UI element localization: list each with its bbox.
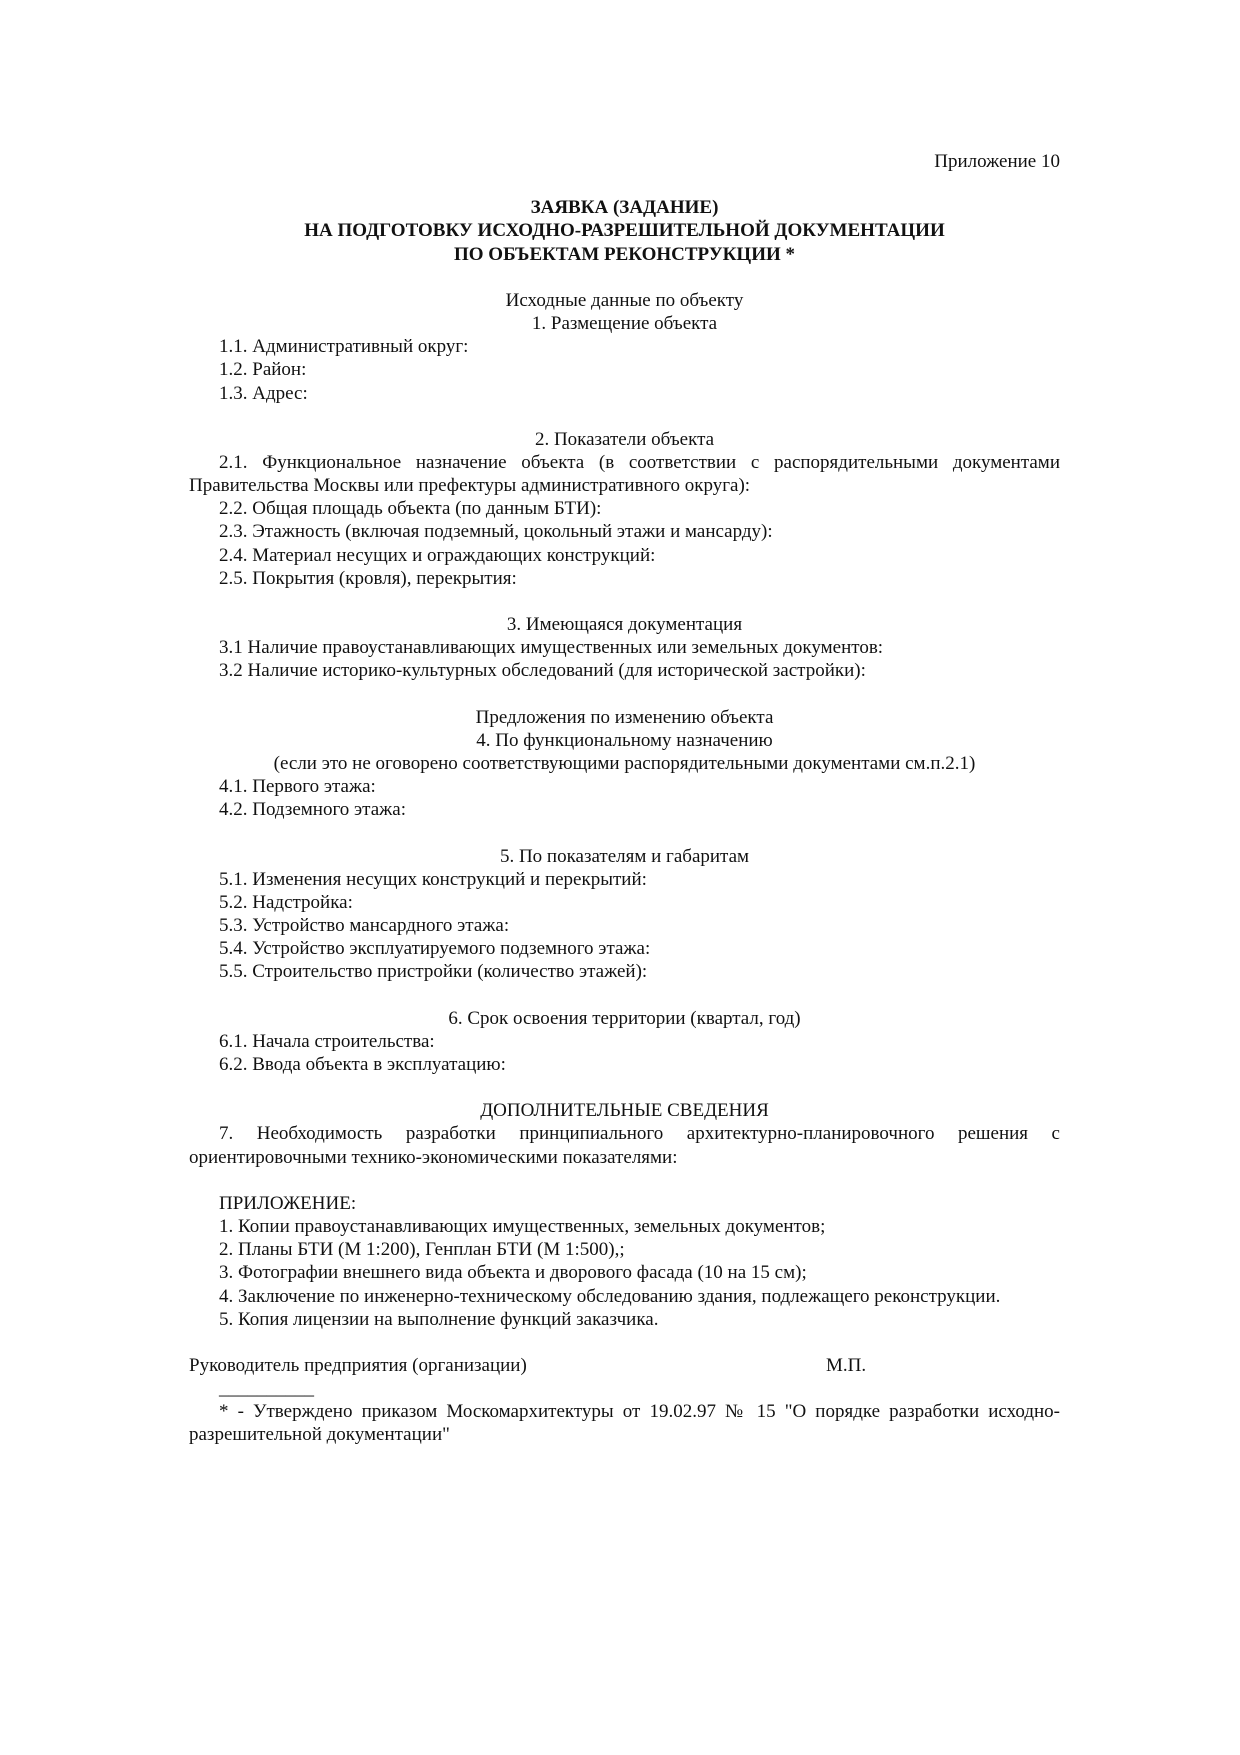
item-5-4: 5.4. Устройство эксплуатируемого подземного этажа:	[219, 938, 651, 960]
item-2-4: 2.4. Материал несущих и ограждающих конструкций:	[219, 544, 656, 566]
footnote: * - Утверждено приказом Москомархитектуры от 19.02.97 № 15 "О порядке разработки исходно-разрешительной документации"	[189, 1401, 1060, 1446]
appendix-label: Приложение 10	[934, 151, 1060, 172]
document-page	[189, 150, 1060, 1447]
item-3-2: 3.2 Наличие историко-культурных обследований (для исторической застройки):	[219, 660, 866, 682]
item-5-3: 5.3. Устройство мансардного этажа:	[219, 915, 510, 937]
item-4-2: 4.2. Подземного этажа:	[219, 799, 406, 821]
title-line-3: ПО ОБЪЕКТАМ РЕКОНСТРУКЦИИ *	[453, 243, 796, 265]
item-6-2: 6.2. Ввода объекта в эксплуатацию:	[219, 1053, 506, 1075]
item-7: 7. Необходимость разработки принципиального архитектурно-планировочного решения с ориентировочными технико-экономическими показателями:	[189, 1123, 1060, 1168]
item-2-5: 2.5. Покрытия (кровля), перекрытия:	[219, 567, 517, 589]
item-3-1: 3.1 Наличие правоустанавливающих имущественных или земельных документов:	[219, 637, 884, 659]
item-5-5: 5.5. Строительство пристройки (количество этажей):	[219, 961, 648, 983]
item-6-1: 6.1. Начала строительства:	[219, 1030, 435, 1052]
attachment-3: 3. Фотографии внешнего вида объекта и дворового фасада (10 на 15 см);	[219, 1262, 807, 1284]
section-6-heading: 6. Срок освоения территории (квартал, год)	[448, 1007, 801, 1029]
additional-info-heading: ДОПОЛНИТЕЛЬНЫЕ СВЕДЕНИЯ	[480, 1100, 769, 1122]
title-line-1: ЗАЯВКА (ЗАДАНИЕ)	[530, 197, 719, 219]
item-2-3: 2.3. Этажность (включая подземный, цокольный этажи и мансарду):	[219, 521, 773, 543]
section-2-heading: 2. Показатели объекта	[534, 428, 715, 450]
item-5-2: 5.2. Надстройка:	[219, 891, 353, 913]
section-5-heading: 5. По показателям и габаритам	[499, 845, 750, 867]
item-1-3: 1.3. Адрес:	[219, 382, 308, 404]
signature-line	[189, 1354, 1060, 1377]
signature-label: Руководитель предприятия (организации)	[189, 1354, 527, 1376]
stamp-place-label: М.П.	[826, 1354, 867, 1376]
attachment-5: 5. Копия лицензии на выполнение функций заказчика.	[219, 1308, 659, 1330]
attachment-1: 1. Копии правоустанавливающих имущественных, земельных документов;	[219, 1216, 826, 1238]
item-1-1: 1.1. Административный округ:	[219, 336, 469, 358]
item-1-2: 1.2. Район:	[219, 359, 307, 381]
source-data-heading: Исходные данные по объекту	[505, 289, 744, 311]
section-3-heading: 3. Имеющаяся документация	[506, 614, 743, 636]
item-2-2: 2.2. Общая площадь объекта (по данным БТИ):	[219, 498, 602, 520]
section-4-heading: 4. По функциональному назначению	[476, 729, 773, 751]
section-4-note: (если это не оговорено соответствующими распорядительными документами см.п.2.1)	[273, 752, 976, 774]
item-4-1: 4.1. Первого этажа:	[219, 776, 376, 798]
title-line-2: НА ПОДГОТОВКУ ИСХОДНО-РАЗРЕШИТЕЛЬНОЙ ДОКУМЕНТАЦИИ	[304, 220, 945, 242]
footnote-separator: __________	[219, 1378, 314, 1400]
item-2-1: 2.1. Функциональное назначение объекта (в соответствии с распорядительными документами Правительства Москвы или префектуры административного округа):	[189, 451, 1060, 497]
proposals-heading: Предложения по изменению объекта	[475, 706, 774, 728]
attachment-4: 4. Заключение по инженерно-техническому обследованию здания, подлежащего реконструкции.	[219, 1285, 1001, 1307]
item-5-1: 5.1. Изменения несущих конструкций и перекрытий:	[219, 868, 647, 890]
section-1-heading: 1. Размещение объекта	[531, 313, 718, 335]
attachments-heading: ПРИЛОЖЕНИЕ:	[219, 1192, 357, 1214]
attachment-2: 2. Планы БТИ (М 1:200), Генплан БТИ (М 1:500),;	[219, 1239, 625, 1261]
